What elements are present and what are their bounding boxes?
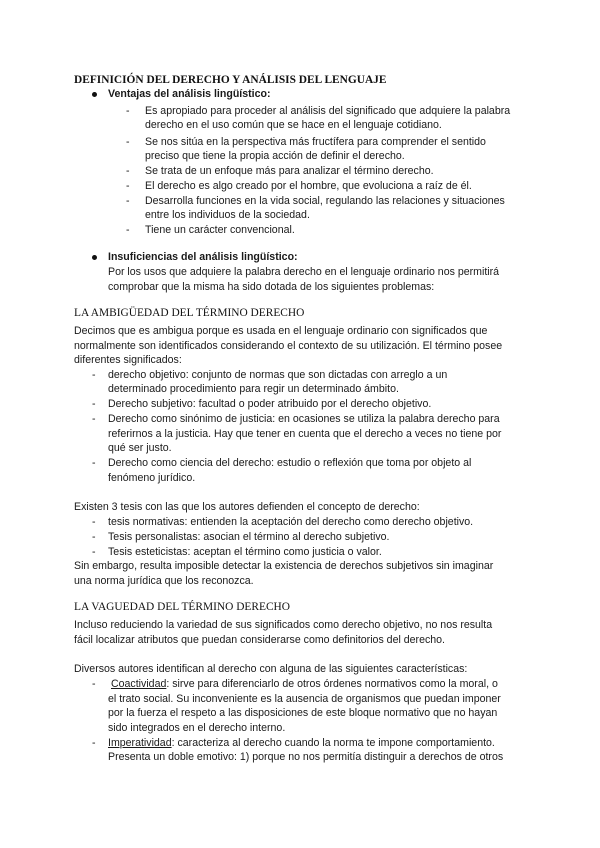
bullet-dot	[92, 255, 97, 260]
document-title: DEFINICIÓN DEL DERECHO Y ANÁLISIS DEL LENGUAJE	[74, 74, 387, 86]
paragraph-line: comprobar que la misma ha sido dotada de los siguientes problemas:	[108, 281, 435, 293]
list-item: referirnos a la justicia. Hay que tener en cuenta que el derecho a veces no tiene por	[108, 428, 502, 440]
list-item: qué ser justo.	[108, 442, 172, 454]
paragraph-line: fácil localizar atributos que puedan considerarse como definitorios del derecho.	[74, 634, 445, 646]
paragraph-line: normalmente son identificados considerando el contexto de su utilización. El término posee	[74, 340, 503, 352]
list-item: sido integrados en el derecho interno.	[108, 722, 286, 734]
ventajas-label: Ventajas del análisis lingüístico:	[108, 88, 271, 100]
list-item: determinado procedimiento para regir un determinado ámbito.	[108, 383, 399, 395]
term-coactividad: Coactividad	[111, 678, 167, 690]
paragraph-line: Por los usos que adquiere la palabra derecho en el lenguaje ordinario nos permitirá	[108, 266, 500, 278]
list-item: Derecho como sinónimo de justicia: en ocasiones se utiliza la palabra derecho para	[108, 413, 500, 425]
list-item: Se nos sitúa en la perspectiva más fructífera para comprender el sentido	[145, 136, 486, 148]
paragraph-line: una norma jurídica que los reconozca.	[74, 575, 254, 587]
section-heading: LA AMBIGÜEDAD DEL TÉRMINO DERECHO	[74, 307, 305, 319]
list-item: por la fuerza el respeto a las disposiciones de este bloque normativo que no hayan	[108, 707, 498, 719]
list-item: Presenta un doble emotivo: 1) porque no nos permitía distinguir a derechos de otros	[108, 751, 504, 763]
list-item: Se trata de un enfoque más para analizar el término derecho.	[145, 165, 434, 177]
paragraph-line: Existen 3 tesis con las que los autores defienden el concepto de derecho:	[74, 501, 420, 513]
list-item: Desarrolla funciones en la vida social, regulando las relaciones y situaciones	[145, 195, 505, 207]
list-item: El derecho es algo creado por el hombre, que evoluciona a raíz de él.	[145, 180, 472, 192]
list-item: Derecho como ciencia del derecho: estudio o reflexión que toma por objeto al	[108, 457, 472, 469]
paragraph-line: Sin embargo, resulta imposible detectar la existencia de derechos subjetivos sin imaginar	[74, 560, 494, 572]
insuficiencias-label: Insuficiencias del análisis lingüístico:	[108, 251, 298, 263]
paragraph-line: Incluso reduciendo la variedad de sus significados como derecho objetivo, no nos resulta	[74, 619, 493, 631]
list-item: Imperatividad: caracteriza al derecho cuando la norma te impone comportamiento.	[108, 737, 495, 749]
list-item: derecho objetivo: conjunto de normas que son dictadas con arreglo a un	[108, 369, 448, 381]
list-item: Es apropiado para proceder al análisis del significado que adquiere la palabra	[145, 105, 511, 117]
list-item: Derecho subjetivo: facultad o poder atribuido por el derecho objetivo.	[108, 398, 432, 410]
list-item: fenómeno jurídico.	[108, 472, 196, 484]
paragraph-line: diferentes significados:	[74, 354, 182, 366]
list-item: Coactividad: sirve para diferenciarlo de otros órdenes normativos como la moral, o	[111, 678, 498, 690]
list-item: Tesis esteticistas: aceptan el término como justicia o valor.	[108, 546, 382, 558]
bullet-dot	[92, 92, 97, 97]
list-item: tesis normativas: entienden la aceptación del derecho como derecho objetivo.	[108, 516, 474, 528]
paragraph-line: Decimos que es ambigua porque es usada en el lenguaje ordinario con significados que	[74, 325, 488, 337]
list-item: Tesis personalistas: asocian el término al derecho subjetivo.	[108, 531, 390, 543]
list-item: derecho en el uso común que se hace en el lenguaje cotidiano.	[145, 119, 442, 131]
section-heading: LA VAGUEDAD DEL TÉRMINO DERECHO	[74, 601, 290, 613]
term-imperatividad: Imperatividad	[108, 737, 172, 749]
list-item: el trato social. Su inconveniente es la ausencia de organismos que puedan imponer	[108, 693, 501, 705]
paragraph-line: Diversos autores identifican al derecho con alguna de las siguientes características:	[74, 663, 468, 675]
list-item: entre los individuos de la sociedad.	[145, 209, 310, 221]
list-item: preciso que tiene la propia acción de definir el derecho.	[145, 150, 405, 162]
list-item: Tiene un carácter convencional.	[145, 224, 295, 236]
document-page: DEFINICIÓN DEL DERECHO Y ANÁLISIS DEL LENGUAJE Ventajas del análisis lingüístico: - Es apropiado para proceder al análisis del significado que adquiere la palabra derecho en el uso común que se hace en el lenguaje cotidiano. - Se nos sitúa en la perspectiva más fructífera para comprender el sentido preciso que tiene la propia acción de definir el derecho. - Se trata de un enfoque más para analizar el término derecho. - El derecho es algo creado por el hombre, que evoluciona a raíz de él. - Desarrolla funciones en la vida social, regulando las relaciones y situaciones entre los individuos de la sociedad. - Tiene un carácter convencional. Insuficiencias del análisis lingüístico: Por los usos que adquiere la palabra derecho en el lenguaje ordinario nos permitirá comprobar que la misma ha sido dotada de los siguientes problemas: LA AMBIGÜEDAD DEL TÉRMINO DERECHO Decimos que es ambigua porque es usada en el lenguaje ordinario con significados que normalmente son identificados considerando el contexto de su utilización. El término posee diferentes significados: - derecho objetivo: conjunto de normas que son dictadas con arreglo a un determinado procedimiento para regir un determinado ámbito. - Derecho subjetivo: facultad o poder atribuido por el derecho objetivo. - Derecho como sinónimo de justicia: en ocasiones se utiliza la palabra derecho para referirnos a la justicia. Hay que tener en cuenta que el derecho a veces no tiene por qué ser justo. - Derecho como ciencia del derecho: estudio o reflexión que toma por objeto al fenómeno jurídico. Existen 3 tesis con las que los autores defienden el concepto de derecho: - tesis normativas: entienden la aceptación del derecho como derecho objetivo. - Tesis personalistas: asocian el término al derecho subjetivo. - Tesis esteticistas: aceptan el término como justicia o valor. Sin embargo, resulta imposible detectar la existencia de derechos subjetivos sin imaginar una norma jurídica que los reconozca. LA VAGUEDAD DEL TÉRMINO DERECHO Incluso reduciendo la variedad de sus significados como derecho objetivo, no nos resulta fácil localizar atributos que puedan considerarse como definitorios del derecho. Diversos autores identifican al derecho con alguna de las siguientes características: - Coactividad: sirve para diferenciarlo de otros órdenes normativos como la moral, o el trato social. Su inconveniente es la ausencia de organismos que puedan imponer por la fuerza el respeto a las disposiciones de este bloque normativo que no hayan sido integrados en el derecho interno. - Imperatividad: caracteriza al derecho cuando la norma te impone comportamiento. Presenta un doble emotivo: 1) porque no nos permitía distinguir a derechos de otros	[74, 74, 511, 763]
